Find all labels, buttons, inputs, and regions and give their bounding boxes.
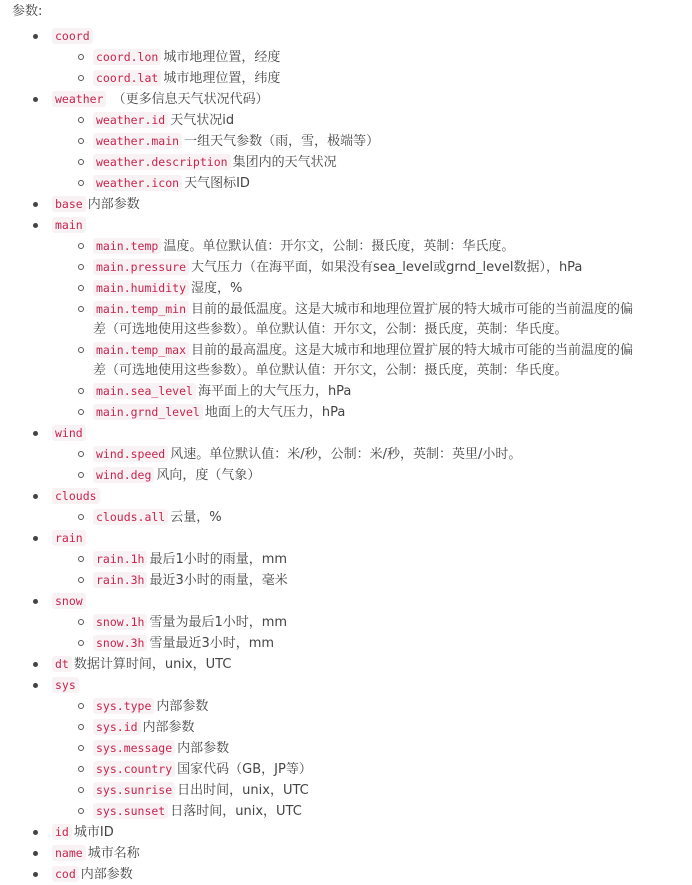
bullet-icon [33, 683, 38, 688]
bullet-icon [33, 872, 38, 877]
circle-bullet-icon [78, 766, 84, 772]
parameter-item [37, 675, 645, 822]
sub-parameter-key: main.sea_level [93, 383, 196, 399]
bullet-icon [33, 223, 38, 228]
circle-bullet-icon [78, 75, 84, 81]
sub-parameter-description: 云量，% [170, 510, 222, 525]
sub-parameter-list [78, 47, 645, 89]
parameter-key: coord [52, 28, 93, 44]
circle-bullet-icon [78, 117, 84, 123]
circle-bullet-icon [78, 180, 84, 186]
circle-bullet-icon [78, 640, 84, 646]
sub-parameter-key: sys.message [93, 740, 175, 756]
sub-parameter-description: 一组天气参数（雨，雪，极端等） [184, 134, 380, 149]
sub-parameter-key: wind.deg [93, 467, 154, 483]
sub-parameter-key: main.temp_max [93, 342, 189, 358]
sub-parameter-description: 集团内的天气状况 [232, 155, 337, 170]
sub-parameter-description: 最近3小时的雨量，毫米 [149, 573, 288, 588]
section-title: 参数: [12, 4, 43, 19]
bullet-icon [33, 97, 38, 102]
bullet-icon [33, 202, 38, 207]
parameter-item [37, 423, 645, 486]
parameter-item [37, 822, 645, 843]
sub-parameter-list [78, 236, 645, 423]
circle-bullet-icon [78, 138, 84, 144]
parameter-item [37, 654, 645, 675]
circle-bullet-icon [78, 556, 84, 562]
parameter-item [37, 215, 645, 423]
parameter-item [37, 89, 645, 194]
parameter-item [37, 486, 645, 528]
sub-parameter-key: snow.1h [93, 614, 147, 630]
sub-parameter-list [78, 612, 645, 654]
bullet-icon [33, 34, 38, 39]
parameter-key: base [52, 196, 86, 212]
sub-parameter-item [78, 340, 645, 381]
sub-parameter-item [78, 381, 645, 402]
sub-parameter-description: 日落时间，unix，UTC [170, 804, 302, 819]
parameter-description: 内部参数 [80, 867, 133, 882]
sub-parameter-key: sys.sunrise [93, 782, 175, 798]
bullet-icon [33, 494, 38, 499]
sub-parameter-description: 大气压力（在海平面，如果没有sea_level或grnd_level数据），hPa [191, 260, 583, 275]
parameter-key: sys [52, 677, 79, 693]
sub-parameter-description: 风向，度（气象） [156, 468, 261, 483]
sub-parameter-list [78, 549, 645, 591]
parameter-item [37, 194, 645, 215]
parameter-description: （更多信息天气状况代码） [108, 92, 269, 107]
sub-parameter-item [78, 549, 645, 570]
sub-parameter-key: main.temp [93, 238, 161, 254]
sub-parameter-item [78, 759, 645, 780]
parameter-key: cod [52, 866, 79, 882]
parameter-list [37, 26, 645, 885]
parameter-description: 城市ID [73, 825, 114, 840]
sub-parameter-item [78, 110, 645, 131]
sub-parameter-description: 湿度，% [191, 281, 243, 296]
sub-parameter-key: main.pressure [93, 259, 189, 275]
bullet-icon [33, 431, 38, 436]
sub-parameter-description: 海平面上的大气压力，hPa [197, 384, 352, 399]
parameter-item [37, 843, 645, 864]
sub-parameter-description: 目前的最低温度。这是大城市和地理位置扩展的特大城市可能的当前温度的偏差（可选地使用这些参数）。单位默认值：开尔文，公制：摄氏度，英制：华氏度。 [93, 302, 634, 337]
sub-parameter-item [78, 738, 645, 759]
sub-parameter-key: sys.type [93, 698, 154, 714]
bullet-icon [33, 830, 38, 835]
sub-parameter-description: 内部参数 [142, 720, 195, 735]
sub-parameter-item [78, 696, 645, 717]
sub-parameter-key: coord.lat [93, 70, 161, 86]
sub-parameter-item [78, 278, 645, 299]
sub-parameter-key: weather.main [93, 133, 182, 149]
sub-parameter-key: coord.lon [93, 49, 161, 65]
circle-bullet-icon [78, 724, 84, 730]
sub-parameter-key: main.humidity [93, 280, 189, 296]
circle-bullet-icon [78, 787, 84, 793]
parameter-key: wind [52, 425, 86, 441]
sub-parameter-description: 天气状况id [170, 113, 235, 128]
bullet-icon [33, 662, 38, 667]
sub-parameter-description: 雪量为最后1小时，mm [149, 615, 288, 630]
parameter-item [37, 864, 645, 885]
sub-parameter-description: 温度。单位默认值：开尔文，公制：摄氏度，英制：华氏度。 [163, 239, 515, 254]
sub-parameter-key: weather.icon [93, 175, 182, 191]
bullet-icon [33, 851, 38, 856]
parameter-item [37, 528, 645, 591]
parameter-key: weather [52, 91, 106, 107]
sub-parameter-item [78, 444, 645, 465]
circle-bullet-icon [78, 703, 84, 709]
sub-parameter-description: 最后1小时的雨量，mm [149, 552, 288, 567]
sub-parameter-description: 天气图标ID [184, 176, 250, 191]
sub-parameter-item [78, 780, 645, 801]
sub-parameter-item [78, 570, 645, 591]
sub-parameter-key: wind.speed [93, 446, 168, 462]
bullet-icon [33, 599, 38, 604]
sub-parameter-description: 雪量最近3小时，mm [149, 636, 275, 651]
sub-parameter-item [78, 465, 645, 486]
parameter-key: snow [52, 593, 86, 609]
bullet-icon [33, 536, 38, 541]
sub-parameter-description: 国家代码（GB，JP等） [177, 762, 312, 777]
parameter-key: name [52, 845, 86, 861]
sub-parameter-description: 目前的最高温度。这是大城市和地理位置扩展的特大城市可能的当前温度的偏差（可选地使用这些参数）。单位默认值：开尔文，公制：摄氏度，英制：华氏度。 [93, 343, 634, 378]
circle-bullet-icon [78, 619, 84, 625]
circle-bullet-icon [78, 808, 84, 814]
circle-bullet-icon [78, 577, 84, 583]
sub-parameter-item [78, 152, 645, 173]
circle-bullet-icon [78, 451, 84, 457]
sub-parameter-key: clouds.all [93, 509, 168, 525]
circle-bullet-icon [78, 347, 84, 353]
sub-parameter-description: 地面上的大气压力，hPa [204, 405, 346, 420]
parameter-description: 数据计算时间，unix，UTC [73, 657, 232, 672]
sub-parameter-description: 内部参数 [177, 741, 230, 756]
sub-parameter-key: rain.1h [93, 551, 147, 567]
circle-bullet-icon [78, 285, 84, 291]
sub-parameter-key: main.grnd_level [93, 404, 203, 420]
sub-parameter-item [78, 173, 645, 194]
parameter-description: 城市名称 [87, 846, 140, 861]
parameter-key: clouds [52, 488, 100, 504]
sub-parameter-list [78, 110, 645, 194]
sub-parameter-item [78, 801, 645, 822]
sub-parameter-item [78, 612, 645, 633]
sub-parameter-key: sys.country [93, 761, 175, 777]
sub-parameter-key: sys.id [93, 719, 141, 735]
circle-bullet-icon [78, 306, 84, 312]
circle-bullet-icon [78, 472, 84, 478]
parameter-key: main [52, 217, 86, 233]
sub-parameter-item [78, 633, 645, 654]
circle-bullet-icon [78, 514, 84, 520]
sub-parameter-description: 日出时间，unix，UTC [177, 783, 309, 798]
sub-parameter-item [78, 236, 645, 257]
sub-parameter-item [78, 507, 645, 528]
sub-parameter-key: main.temp_min [93, 301, 189, 317]
sub-parameter-description: 城市地理位置，经度 [163, 50, 281, 65]
sub-parameter-list [78, 696, 645, 822]
sub-parameter-description: 城市地理位置，纬度 [163, 71, 281, 86]
sub-parameter-key: weather.id [93, 112, 168, 128]
circle-bullet-icon [78, 243, 84, 249]
circle-bullet-icon [78, 409, 84, 415]
sub-parameter-list [78, 507, 645, 528]
circle-bullet-icon [78, 54, 84, 60]
sub-parameter-item [78, 257, 645, 278]
sub-parameter-item [78, 402, 645, 423]
parameter-key: dt [52, 656, 72, 672]
sub-parameter-description: 风速。单位默认值：米/秒，公制：米/秒，英制：英里/小时。 [170, 447, 522, 462]
parameter-item [37, 591, 645, 654]
sub-parameter-key: rain.3h [93, 572, 147, 588]
parameter-description: 内部参数 [87, 197, 140, 212]
sub-parameter-list [78, 444, 645, 486]
circle-bullet-icon [78, 264, 84, 270]
sub-parameter-item [78, 47, 645, 68]
sub-parameter-item [78, 131, 645, 152]
sub-parameter-key: weather.description [93, 154, 231, 170]
circle-bullet-icon [78, 159, 84, 165]
sub-parameter-item [78, 68, 645, 89]
parameter-key: rain [52, 530, 86, 546]
sub-parameter-item [78, 717, 645, 738]
parameter-key: id [52, 824, 72, 840]
sub-parameter-key: snow.3h [93, 635, 147, 651]
circle-bullet-icon [78, 745, 84, 751]
parameter-item [37, 26, 645, 89]
sub-parameter-description: 内部参数 [156, 699, 209, 714]
sub-parameter-key: sys.sunset [93, 803, 168, 819]
circle-bullet-icon [78, 388, 84, 394]
sub-parameter-item [78, 299, 645, 340]
